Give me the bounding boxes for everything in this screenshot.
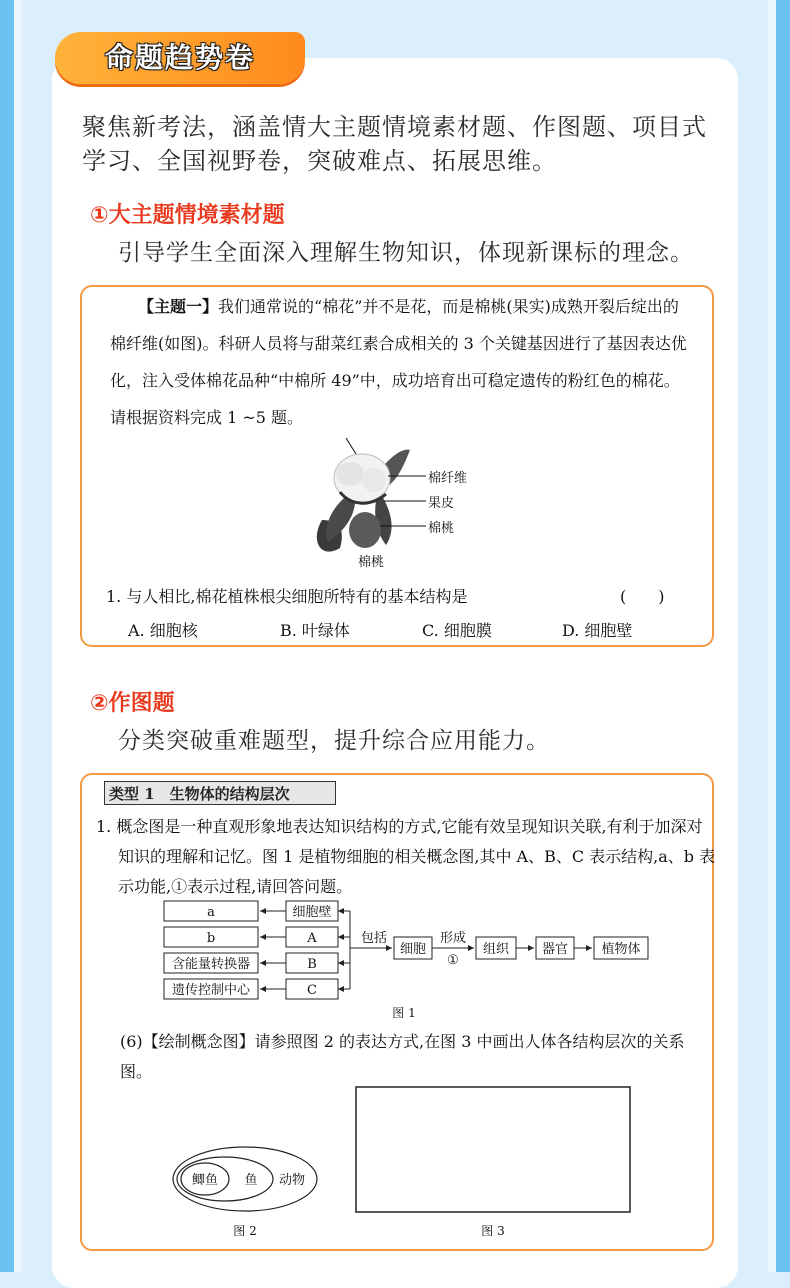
type-label: 类型 1 生物体的结构层次: [104, 781, 336, 805]
right-border-stripe: [776, 0, 790, 1272]
left-border-inner: [14, 0, 22, 1272]
sub-question-6: (6)【绘制概念图】请参照图 2 的表达方式,在图 3 中画出人体各结构层次的关系图。: [120, 1032, 685, 1081]
section2-question: 1. 概念图是一种直观形象地表达知识结构的方式,它能有效呈现知识关联,有利于加深对知识的理解和记忆。图 1 是植物细胞的相关概念图,其中 A、B、C 表示结构,a、b 表示功能,①表示过程,请回答问题。: [96, 817, 716, 896]
section2-desc: 分类突破重难题型，提升综合应用能力。: [118, 728, 550, 754]
answer-blank: ( ): [620, 587, 665, 606]
cotton-fiber-shade2: [362, 468, 386, 492]
question-1: 1. 与人相比,棉花植株根尖细胞所特有的基本结构是: [106, 587, 468, 606]
choice-c: C. 细胞膜: [422, 621, 492, 640]
text-b: b: [206, 931, 216, 946]
text-plant: 植物体: [601, 942, 641, 957]
concept-map-figure1: [160, 895, 660, 1025]
text-process: ①: [447, 953, 459, 968]
text-crucian: 鲫鱼: [191, 1173, 219, 1188]
cotton-fiber-shade: [336, 462, 364, 486]
figure3-answer-area: [354, 1086, 634, 1241]
text-A: A: [307, 931, 317, 946]
header-badge: [55, 32, 305, 84]
figure2-caption: 图 2: [233, 1224, 257, 1238]
text-organ: 器官: [541, 942, 569, 957]
figure3-caption: 图 3: [481, 1224, 505, 1238]
intro-text: 聚焦新考法，涵盖情大主题情境素材题、作图题、项目式学习、全国视野卷，突破难点、拓展思维。: [82, 113, 707, 175]
pointer-top: [346, 438, 356, 454]
text-energy-converter: 含能量转换器: [171, 957, 251, 972]
theme-label: 【主题一】: [138, 297, 219, 316]
choice-d: D. 细胞壁: [562, 621, 633, 640]
text-cell-wall: 细胞壁: [292, 905, 332, 920]
left-border-stripe: [0, 0, 14, 1272]
header-badge-text: 命题趋势卷: [104, 41, 255, 74]
text-animal: 动物: [278, 1173, 306, 1188]
text-cell: 细胞: [399, 942, 427, 957]
section1-desc: 引导学生全面深入理解生物知识，体现新课标的理念。: [118, 240, 694, 266]
text-C: C: [307, 983, 317, 998]
section2-title: ②作图题: [90, 691, 175, 716]
text-a: a: [207, 905, 215, 920]
figure1-caption: 图 1: [392, 1006, 416, 1020]
text-include: 包括: [360, 931, 388, 946]
section1-title: ①大主题情境素材题: [90, 203, 285, 228]
label-boll: 棉桃: [428, 521, 455, 536]
figure3-box: [356, 1087, 630, 1212]
label-pericarp: 果皮: [428, 496, 455, 511]
cotton-boll-figure: [300, 430, 500, 575]
text-genetic-control: 遗传控制中心: [171, 983, 251, 998]
text-form: 形成: [439, 931, 467, 946]
text-tissue: 组织: [482, 942, 510, 957]
right-border-inner: [768, 0, 776, 1272]
figure-caption: 棉桃: [358, 555, 385, 570]
text-fish: 鱼: [244, 1173, 258, 1188]
choice-a: A. 细胞核: [128, 621, 198, 640]
theme-paragraph-text: 我们通常说的“棉花”并不是花，而是棉桃(果实)成熟开裂后绽出的棉纤维(如图)。科研人员将与甜菜红素合成相关的 3 个关键基因进行了基因表达优化，注入受体棉花品种“中棉所 49”中，成功培育出可稳定遗传的粉红色的棉花。请根据资料完成 1 ~5 题。: [110, 297, 687, 427]
figure2-nested-ellipses: [170, 1145, 330, 1245]
cotton-boll: [349, 512, 381, 548]
text-B: B: [307, 957, 317, 972]
section1-paragraph: [110, 288, 690, 436]
label-cotton-fiber: 棉纤维: [428, 471, 468, 486]
choice-b: B. 叶绿体: [280, 621, 350, 640]
